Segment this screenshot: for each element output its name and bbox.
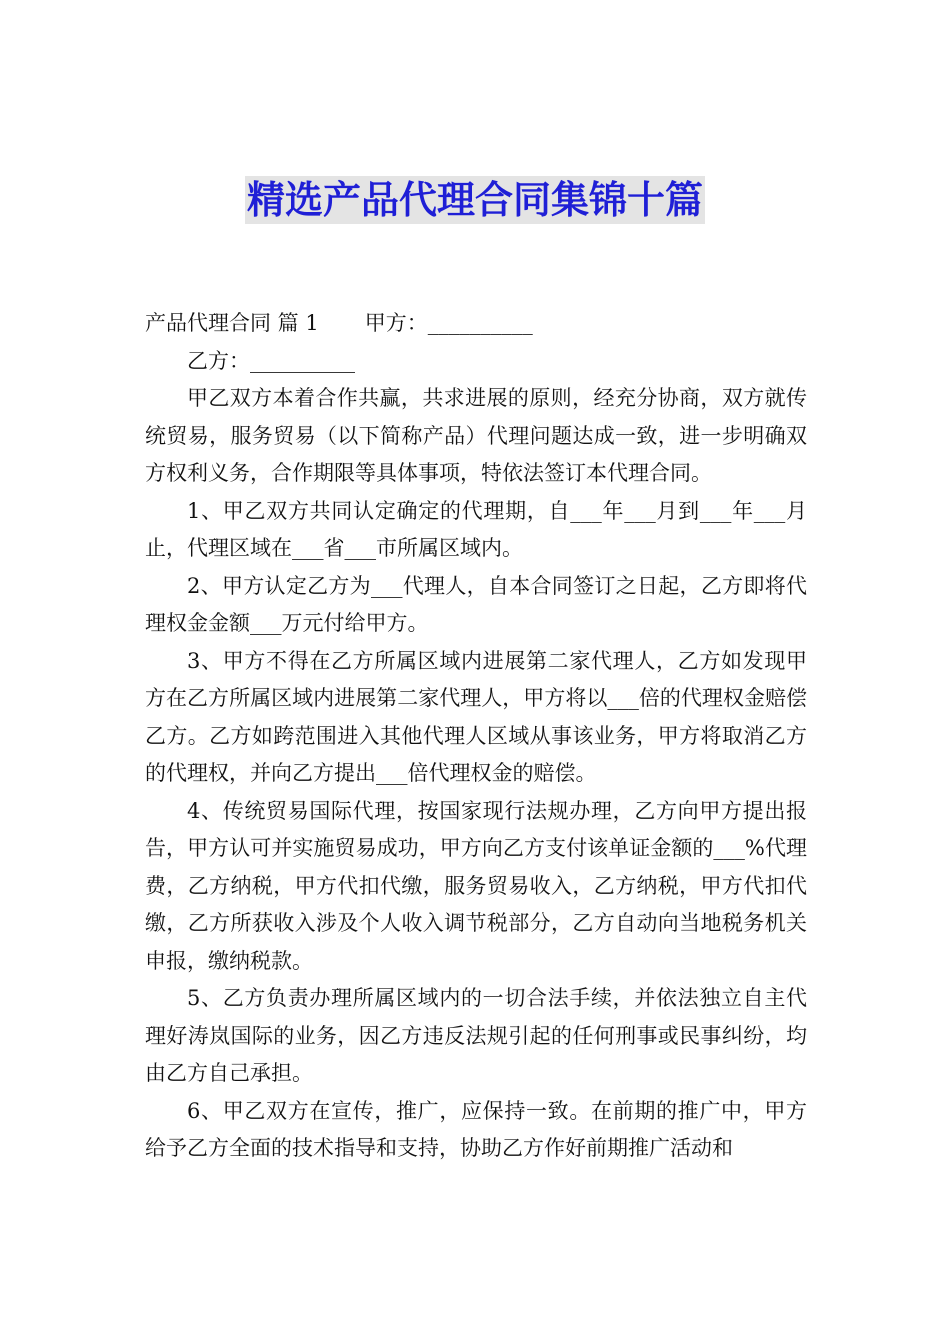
clause-5: 5、乙方负责办理所属区域内的一切合法手续，并依法独立自主代理好涛岚国际的业务，因乙方违反法规引起的任何刑事或民事纠纷，均由乙方自己承担。 [145, 986, 807, 1085]
contract-heading: 产品代理合同 篇 1 [145, 311, 319, 335]
clause-1: 1、甲乙双方共同认定确定的代理期，自___年___月到___年___月止，代理区域在___省___市所属区域内。 [145, 498, 807, 560]
title-container [0, 176, 950, 224]
clause-2: 2、甲方认定乙方为___代理人，自本合同签订之日起，乙方即将代理权金金额___万元付给甲方。 [145, 573, 807, 635]
paragraph: 甲乙双方本着合作共赢，共求进展的原则，经充分协商，双方就传统贸易，服务贸易（以下简称产品）代理问题达成一致，进一步明确双方权利义务，合作期限等具体事项，特依法签订本代理合同。 [145, 386, 807, 485]
document-title: 精选产品代理合同集锦十篇 [246, 178, 703, 222]
clause-6: 6、甲乙双方在宣传，推广，应保持一致。在前期的推广中，甲方给予乙方全面的技术指导和支持，协助乙方作好前期推广活动和 [145, 1098, 807, 1160]
clause-4: 4、传统贸易国际代理，按国家现行法规办理，乙方向甲方提出报告，甲方认可并实施贸易成功，甲方向乙方支付该单证金额的___%代理费，乙方纳税，甲方代扣代缴，服务贸易收入，乙方纳税，甲方代扣代缴，乙方所获收入涉及个人收入调节税部分，乙方自动向当地税务机关申报，缴纳税款。 [145, 798, 807, 973]
party-b-line: 乙方：__________ [187, 348, 355, 373]
intro-line [145, 305, 807, 343]
party-a-line: 甲方：__________ [364, 311, 533, 335]
clause-3: 3、甲方不得在乙方所属区域内进展第二家代理人，乙方如发现甲方在乙方所属区域内进展第二家代理人，甲方将以___倍的代理权金赔偿乙方。乙方如跨范围进入其他代理人区域从事该业务，甲方将取消乙方的代理权，并向乙方提出___倍代理权金的赔偿。 [145, 648, 807, 785]
document-body [145, 305, 807, 1168]
